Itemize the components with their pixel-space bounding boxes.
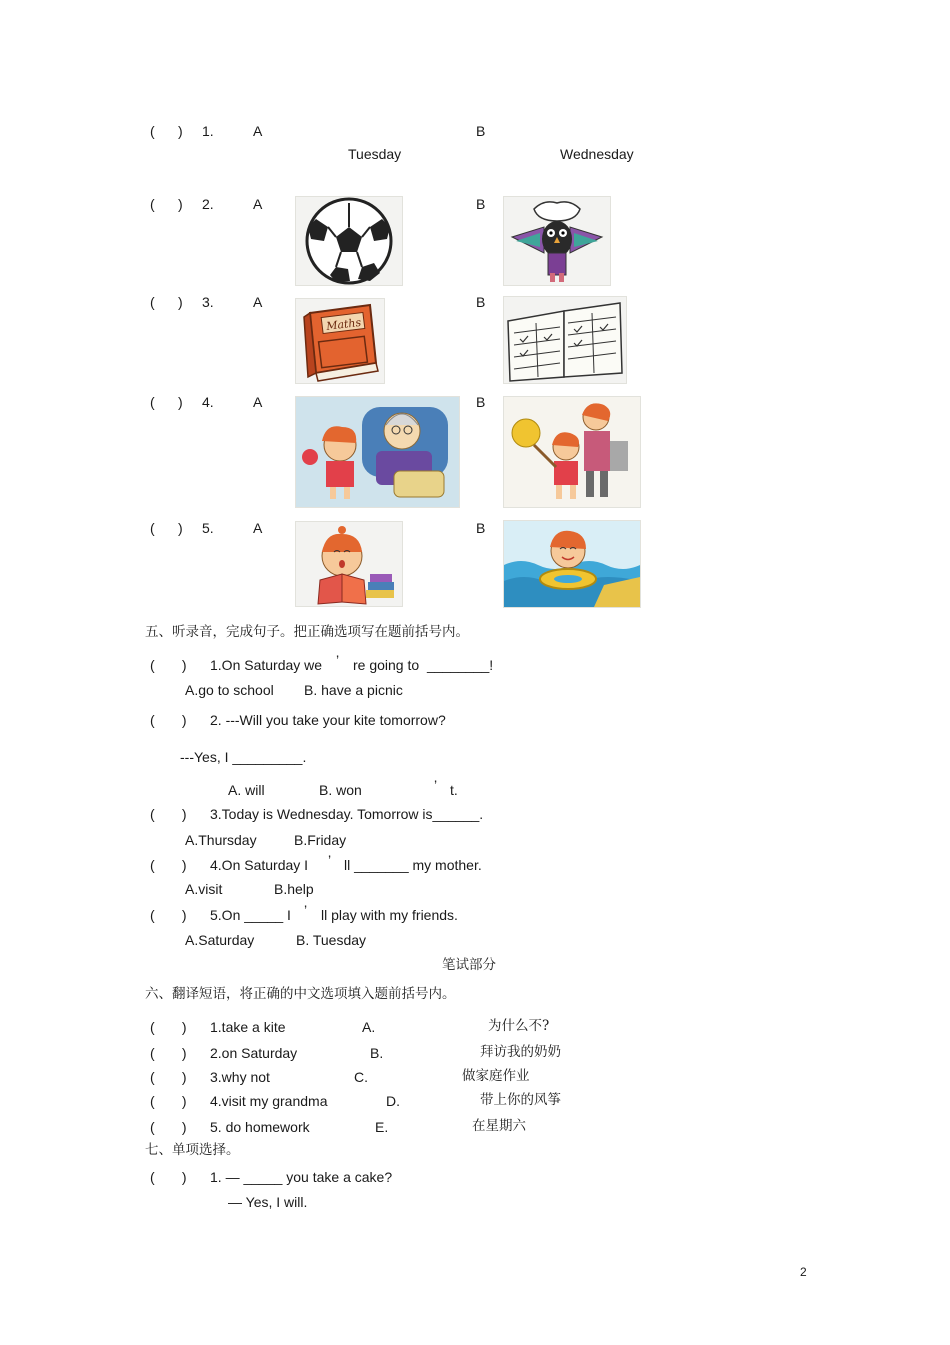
option-b-label: B	[476, 196, 486, 212]
option-a-label: A	[253, 394, 263, 410]
answer-bracket[interactable]: ( )	[150, 1093, 187, 1109]
answer-line: ---Yes, I _________.	[180, 749, 307, 765]
option-b-label: B	[476, 394, 486, 410]
answer-bracket[interactable]: ( )	[150, 1069, 187, 1085]
reading-girl-picture	[295, 521, 403, 607]
question-stem: re going to ________!	[353, 657, 494, 673]
option-a: A.go to school	[185, 682, 274, 698]
choice-letter: A.	[362, 1019, 376, 1035]
item-number: 5.	[202, 520, 214, 536]
option-a-word: Tuesday	[348, 146, 402, 162]
question-stem: 4.On Saturday I	[210, 857, 309, 873]
apostrophe: ’	[328, 852, 332, 868]
book-cover-label: Maths	[325, 315, 362, 334]
option-b-end: t.	[450, 782, 458, 798]
answer-bracket[interactable]: ( )	[150, 907, 187, 923]
phrase-english: 2.on Saturday	[210, 1045, 298, 1061]
phrase-english: 1.take a kite	[210, 1019, 286, 1035]
phrase-english: 3.why not	[210, 1069, 270, 1085]
help-mother-picture	[503, 396, 641, 508]
question-stem: 2. ---Will you take your kite tomorrow?	[210, 712, 446, 728]
answer-bracket[interactable]: ( )	[150, 1019, 187, 1035]
item-number: 4.	[202, 394, 214, 410]
apostrophe: ’	[434, 777, 438, 793]
choice-letter: D.	[386, 1093, 400, 1109]
bracket: ( )	[150, 294, 183, 310]
section-title: 笔试部分	[442, 957, 496, 973]
choice-letter: B.	[370, 1045, 384, 1061]
option-a-label: A	[253, 294, 263, 310]
choice-chinese: 在星期六	[472, 1118, 526, 1134]
option-b: B. Tuesday	[296, 932, 367, 948]
answer-bracket[interactable]: ( )	[150, 1119, 187, 1135]
choice-chinese: 做家庭作业	[462, 1068, 530, 1084]
section-heading: 六、翻译短语，将正确的中文选项填入题前括号内。	[145, 986, 456, 1002]
football-picture	[295, 196, 403, 286]
answer-bracket[interactable]: ( )	[150, 806, 187, 822]
question-stem: 1.On Saturday we	[210, 657, 323, 673]
answer-bracket[interactable]: ( )	[150, 1045, 187, 1061]
option-b-word: Wednesday	[560, 146, 634, 162]
option-a-label: A	[253, 520, 263, 536]
option-b: B. have a picnic	[304, 682, 403, 698]
choice-chinese: 为什么不?	[488, 1018, 550, 1034]
apostrophe: ’	[336, 652, 340, 668]
bracket: ( )	[150, 196, 183, 212]
question-stem: 1. — _____ you take a cake?	[210, 1169, 393, 1185]
option-a-label: A	[253, 123, 263, 139]
section-heading: 五、听录音，完成句子。把正确选项写在题前括号内。	[145, 624, 469, 640]
answer-bracket[interactable]: ( )	[150, 712, 187, 728]
question-stem: 5.On _____ I	[210, 907, 291, 923]
option-b: B.Friday	[294, 832, 347, 848]
item-number: 2.	[202, 196, 214, 212]
option-b-label: B	[476, 123, 486, 139]
question-stem: ll _______ my mother.	[344, 857, 482, 873]
question-stem: 3.Today is Wednesday. Tomorrow is______.	[210, 806, 484, 822]
option-a: A. will	[228, 782, 265, 798]
option-b-label: B	[476, 294, 486, 310]
apostrophe: ’	[304, 902, 308, 918]
phrase-english: 5. do homework	[210, 1119, 310, 1135]
bracket: ( )	[150, 394, 183, 410]
answer-bracket[interactable]: ( )	[150, 657, 187, 673]
choice-letter: E.	[375, 1119, 389, 1135]
item-number: 1.	[202, 123, 214, 139]
page-number: 2	[800, 1265, 807, 1279]
answer-bracket[interactable]: ( )	[150, 1169, 187, 1185]
option-b: B.help	[274, 881, 314, 897]
option-b-label: B	[476, 520, 486, 536]
question-stem: ll play with my friends.	[321, 907, 458, 923]
answer-line: — Yes, I will.	[228, 1194, 308, 1210]
option-a-label: A	[253, 196, 263, 212]
option-b: B. won	[319, 782, 362, 798]
owl-kite-picture	[503, 196, 611, 286]
option-a: A.Thursday	[185, 832, 257, 848]
bracket: ( )	[150, 520, 183, 536]
item-number: 3.	[202, 294, 214, 310]
phrase-english: 4.visit my grandma	[210, 1093, 328, 1109]
visit-grandma-picture	[295, 396, 460, 508]
choice-letter: C.	[354, 1069, 368, 1085]
swimming-girl-picture	[503, 520, 641, 608]
section-heading: 七、单项选择。	[145, 1142, 240, 1158]
option-a: A.visit	[185, 881, 223, 897]
choice-chinese: 拜访我的奶奶	[480, 1044, 561, 1060]
notebook-picture	[503, 296, 627, 384]
choice-chinese: 带上你的风筝	[480, 1092, 561, 1108]
option-a: A.Saturday	[185, 932, 255, 948]
bracket: ( )	[150, 123, 183, 139]
maths-book-picture	[295, 298, 385, 384]
answer-bracket[interactable]: ( )	[150, 857, 187, 873]
